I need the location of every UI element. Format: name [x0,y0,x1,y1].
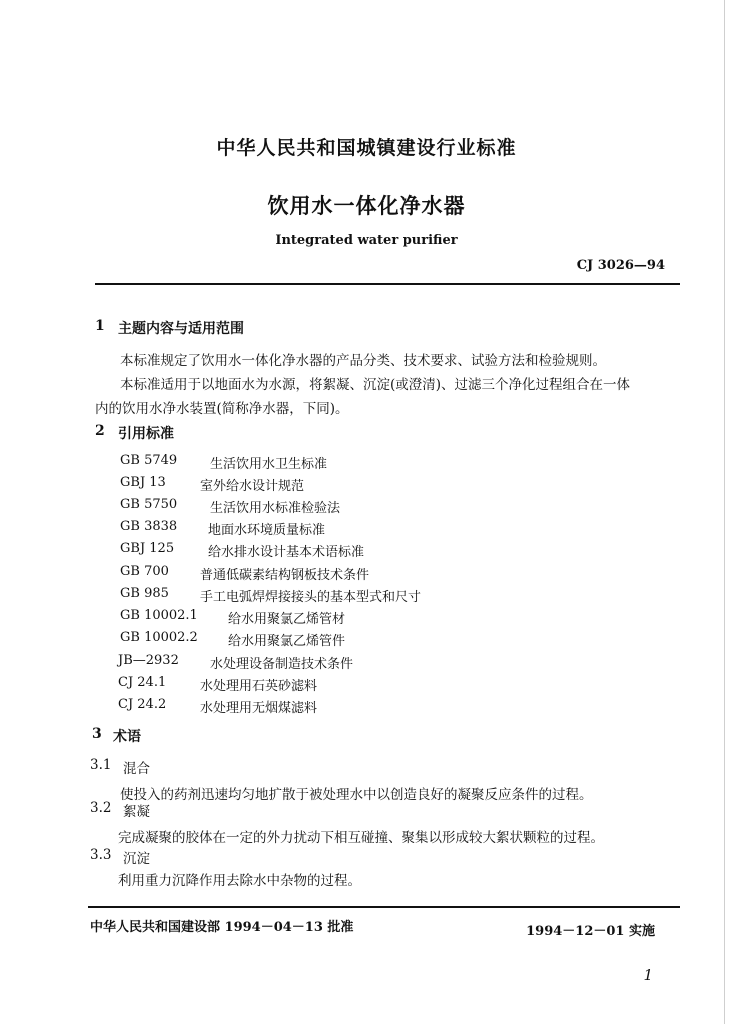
reference-code: GB 10002.1 [120,608,198,623]
reference-item [118,675,318,694]
reference-item [120,541,365,560]
reference-name: 生活饮用水卫生标准 [210,457,328,472]
reference-item [120,608,346,627]
section-1-paragraph-2-line-1: 本标准适用于以地面水为水源，将絮凝、沉淀(或澄清)、过滤三个净化过程组合在一体 [120,377,631,393]
reference-name: 地面水环境质量标准 [208,523,326,538]
reference-item [118,697,318,716]
footer-divider [88,906,680,908]
reference-item [120,497,341,516]
section-1-number: 1 [95,318,105,334]
reference-item [120,475,305,494]
reference-item [118,653,354,672]
term-name: 沉淀 [123,851,150,867]
reference-name: 水处理用无烟煤滤料 [200,701,318,716]
reference-code: GB 985 [120,586,169,601]
reference-name: 水处理设备制造技术条件 [210,657,354,672]
approval-info: 中华人民共和国建设部 1994－04－13 批准 [90,920,354,935]
reference-item [120,453,328,472]
page-number: 1 [643,966,653,984]
reference-code: GB 3838 [120,519,178,534]
reference-code: CJ 24.1 [118,675,167,690]
term-definition: 利用重力沉降作用去除水中杂物的过程。 [118,873,361,889]
issuing-organization: 中华人民共和国城镇建设行业标准 [216,137,517,159]
term-number: 3.2 [90,800,112,816]
reference-code: GB 10002.2 [120,630,198,645]
term-definition: 使投入的药剂迅速均匀地扩散于被处理水中以创造良好的凝聚反应条件的过程。 [120,787,593,803]
reference-code: JB—2932 [118,653,179,668]
reference-name: 室外给水设计规范 [200,479,305,494]
term-number: 3.1 [90,757,112,773]
reference-name: 普通低碳素结构钢板技术条件 [200,568,370,583]
term-number: 3.3 [90,847,112,863]
section-1-paragraph-2-line-2: 内的饮用水净水装置(简称净水器，下同)。 [95,401,349,417]
document-title: 饮用水一体化净水器 [267,193,466,218]
effective-date: 1994－12－01 实施 [526,924,655,939]
reference-item [120,586,422,605]
reference-name: 给水用聚氯乙烯管件 [228,634,346,649]
reference-item [120,630,346,649]
reference-name: 给水用聚氯乙烯管材 [228,612,346,627]
reference-name: 水处理用石英砂滤料 [200,679,318,694]
reference-code: GB 5750 [120,497,178,512]
reference-name: 给水排水设计基本术语标准 [208,545,365,560]
term-name: 絮凝 [123,804,150,820]
reference-code: GBJ 13 [120,475,166,490]
section-3-number: 3 [92,726,102,742]
reference-item [120,564,370,583]
standard-code: CJ 3026—94 [576,258,665,273]
reference-code: GB 700 [120,564,169,579]
reference-item [120,519,326,538]
reference-code: GBJ 125 [120,541,175,556]
section-2-heading: 引用标准 [118,426,174,442]
term-name: 混合 [123,761,150,777]
reference-name: 生活饮用水标准检验法 [210,501,341,516]
section-1-paragraph-1: 本标准规定了饮用水一体化净水器的产品分类、技术要求、试验方法和检验规则。 [120,353,606,369]
reference-code: GB 5749 [120,453,178,468]
section-2-number: 2 [95,423,105,439]
document-english-title: Integrated water purifier [275,233,458,248]
reference-code: CJ 24.2 [118,697,167,712]
header-divider [95,283,680,285]
section-3-heading: 术语 [113,729,141,745]
reference-name: 手工电弧焊焊接接头的基本型式和尺寸 [200,590,422,605]
section-1-heading: 主题内容与适用范围 [118,321,244,337]
term-definition: 完成凝聚的胶体在一定的外力扰动下相互碰撞、聚集以形成较大絮状颗粒的过程。 [118,830,604,846]
